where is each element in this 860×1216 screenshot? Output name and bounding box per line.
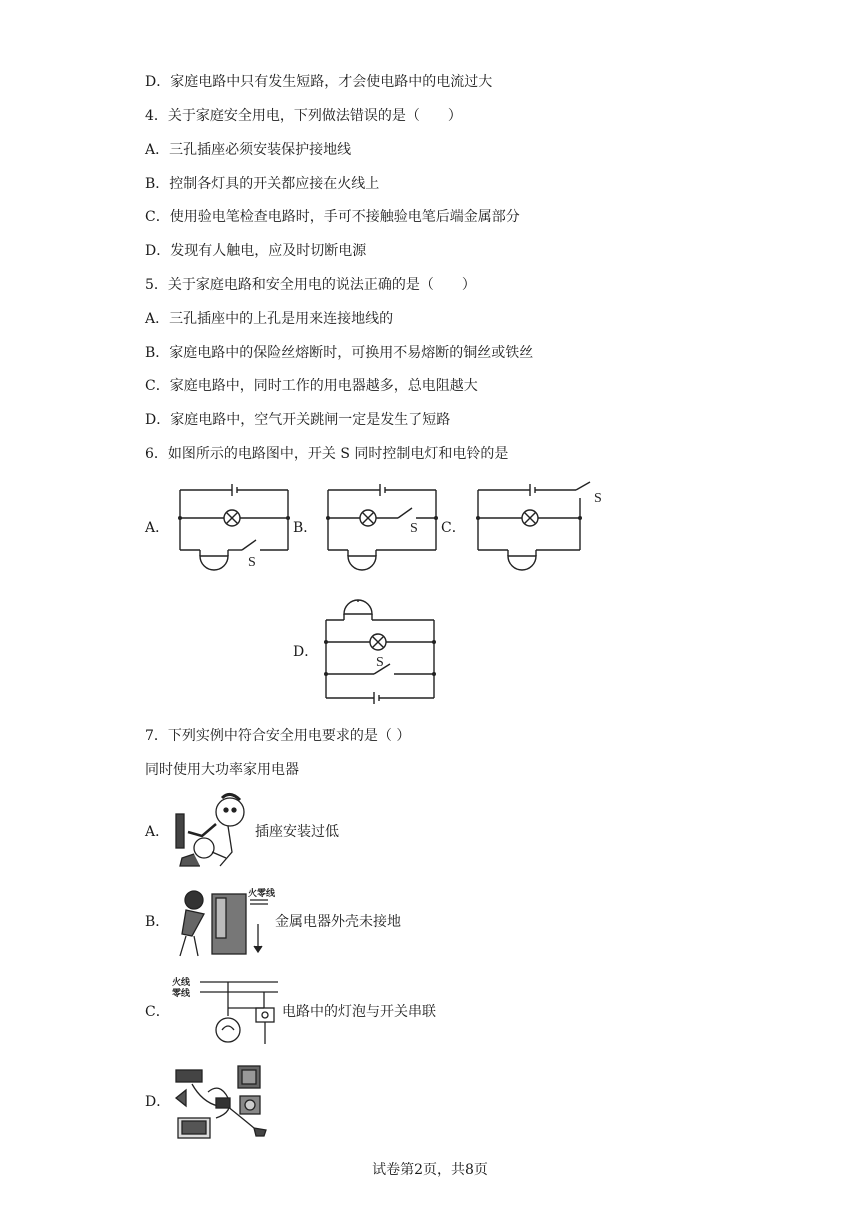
circuit-a-switch-label: S	[248, 555, 256, 570]
q5-option-a: A．三孔插座中的上孔是用来连接地线的	[145, 311, 394, 327]
question-5: 5．关于家庭电路和安全用电的说法正确的是（ ）	[145, 277, 476, 293]
q7-option-a-caption: 插座安装过低	[255, 824, 339, 840]
circuit-d-switch-label: S	[376, 655, 384, 670]
q6-option-d-label: D．	[293, 644, 319, 660]
q5-option-c: C．家庭电路中，同时工作的用电器越多，总电阻越大	[145, 378, 478, 394]
q3-option-d: D．家庭电路中只有发生短路，才会使电路中的电流过大	[145, 74, 493, 90]
circuit-d-diagram	[318, 598, 443, 708]
q6-option-b-label: B．	[293, 520, 318, 536]
q4-option-c: C．使用验电笔检查电路时，手可不接触验电笔后端金属部分	[145, 209, 520, 225]
q4-option-d: D．发现有人触电，应及时切断电源	[145, 243, 367, 259]
q7-option-d-label: D．	[145, 1094, 171, 1110]
page-footer: 试卷第2页，共8页	[372, 1162, 488, 1178]
q7-option-b-sign: 火零线	[248, 888, 276, 898]
q4-option-b: B．控制各灯具的开关都应接在火线上	[145, 176, 380, 192]
q6-option-a-label: A．	[145, 520, 170, 536]
question-4: 4．关于家庭安全用电，下列做法错误的是（ ）	[145, 108, 462, 124]
circuit-c-switch-label: S	[594, 491, 602, 506]
q5-option-d: D．家庭电路中，空气开关跳闸一定是发生了短路	[145, 412, 451, 428]
q7-note: 同时使用大功率家用电器	[145, 762, 299, 778]
q7-option-c-live-label: 火线	[172, 977, 191, 987]
q7-option-b-label: B．	[145, 914, 170, 930]
q7-option-c-caption: 电路中的灯泡与开关串联	[282, 1004, 436, 1020]
circuit-c-diagram	[468, 478, 613, 578]
q4-option-a: A．三孔插座必须安装保护接地线	[145, 142, 352, 158]
circuit-a-diagram	[170, 480, 295, 580]
q7-option-b-caption: 金属电器外壳未接地	[275, 914, 401, 930]
q7-option-a-label: A．	[145, 824, 170, 840]
question-6: 6．如图所示的电路图中，开关 S 同时控制电灯和电铃的是	[145, 446, 509, 462]
q7-option-d-picture	[172, 1062, 277, 1144]
question-7: 7．下列实例中符合安全用电要求的是（ ）	[145, 728, 411, 744]
q7-option-b-picture	[172, 884, 276, 960]
q7-option-c-label: C．	[145, 1004, 170, 1020]
circuit-b-switch-label: S	[410, 521, 418, 536]
q7-option-a-picture	[172, 792, 254, 870]
q7-option-c-picture	[170, 972, 282, 1052]
q6-option-c-label: C．	[441, 520, 466, 536]
circuit-b-diagram	[318, 478, 443, 578]
q5-option-b: B．家庭电路中的保险丝熔断时，可换用不易熔断的铜丝或铁丝	[145, 345, 534, 361]
q7-option-c-neutral-label: 零线	[172, 988, 191, 998]
